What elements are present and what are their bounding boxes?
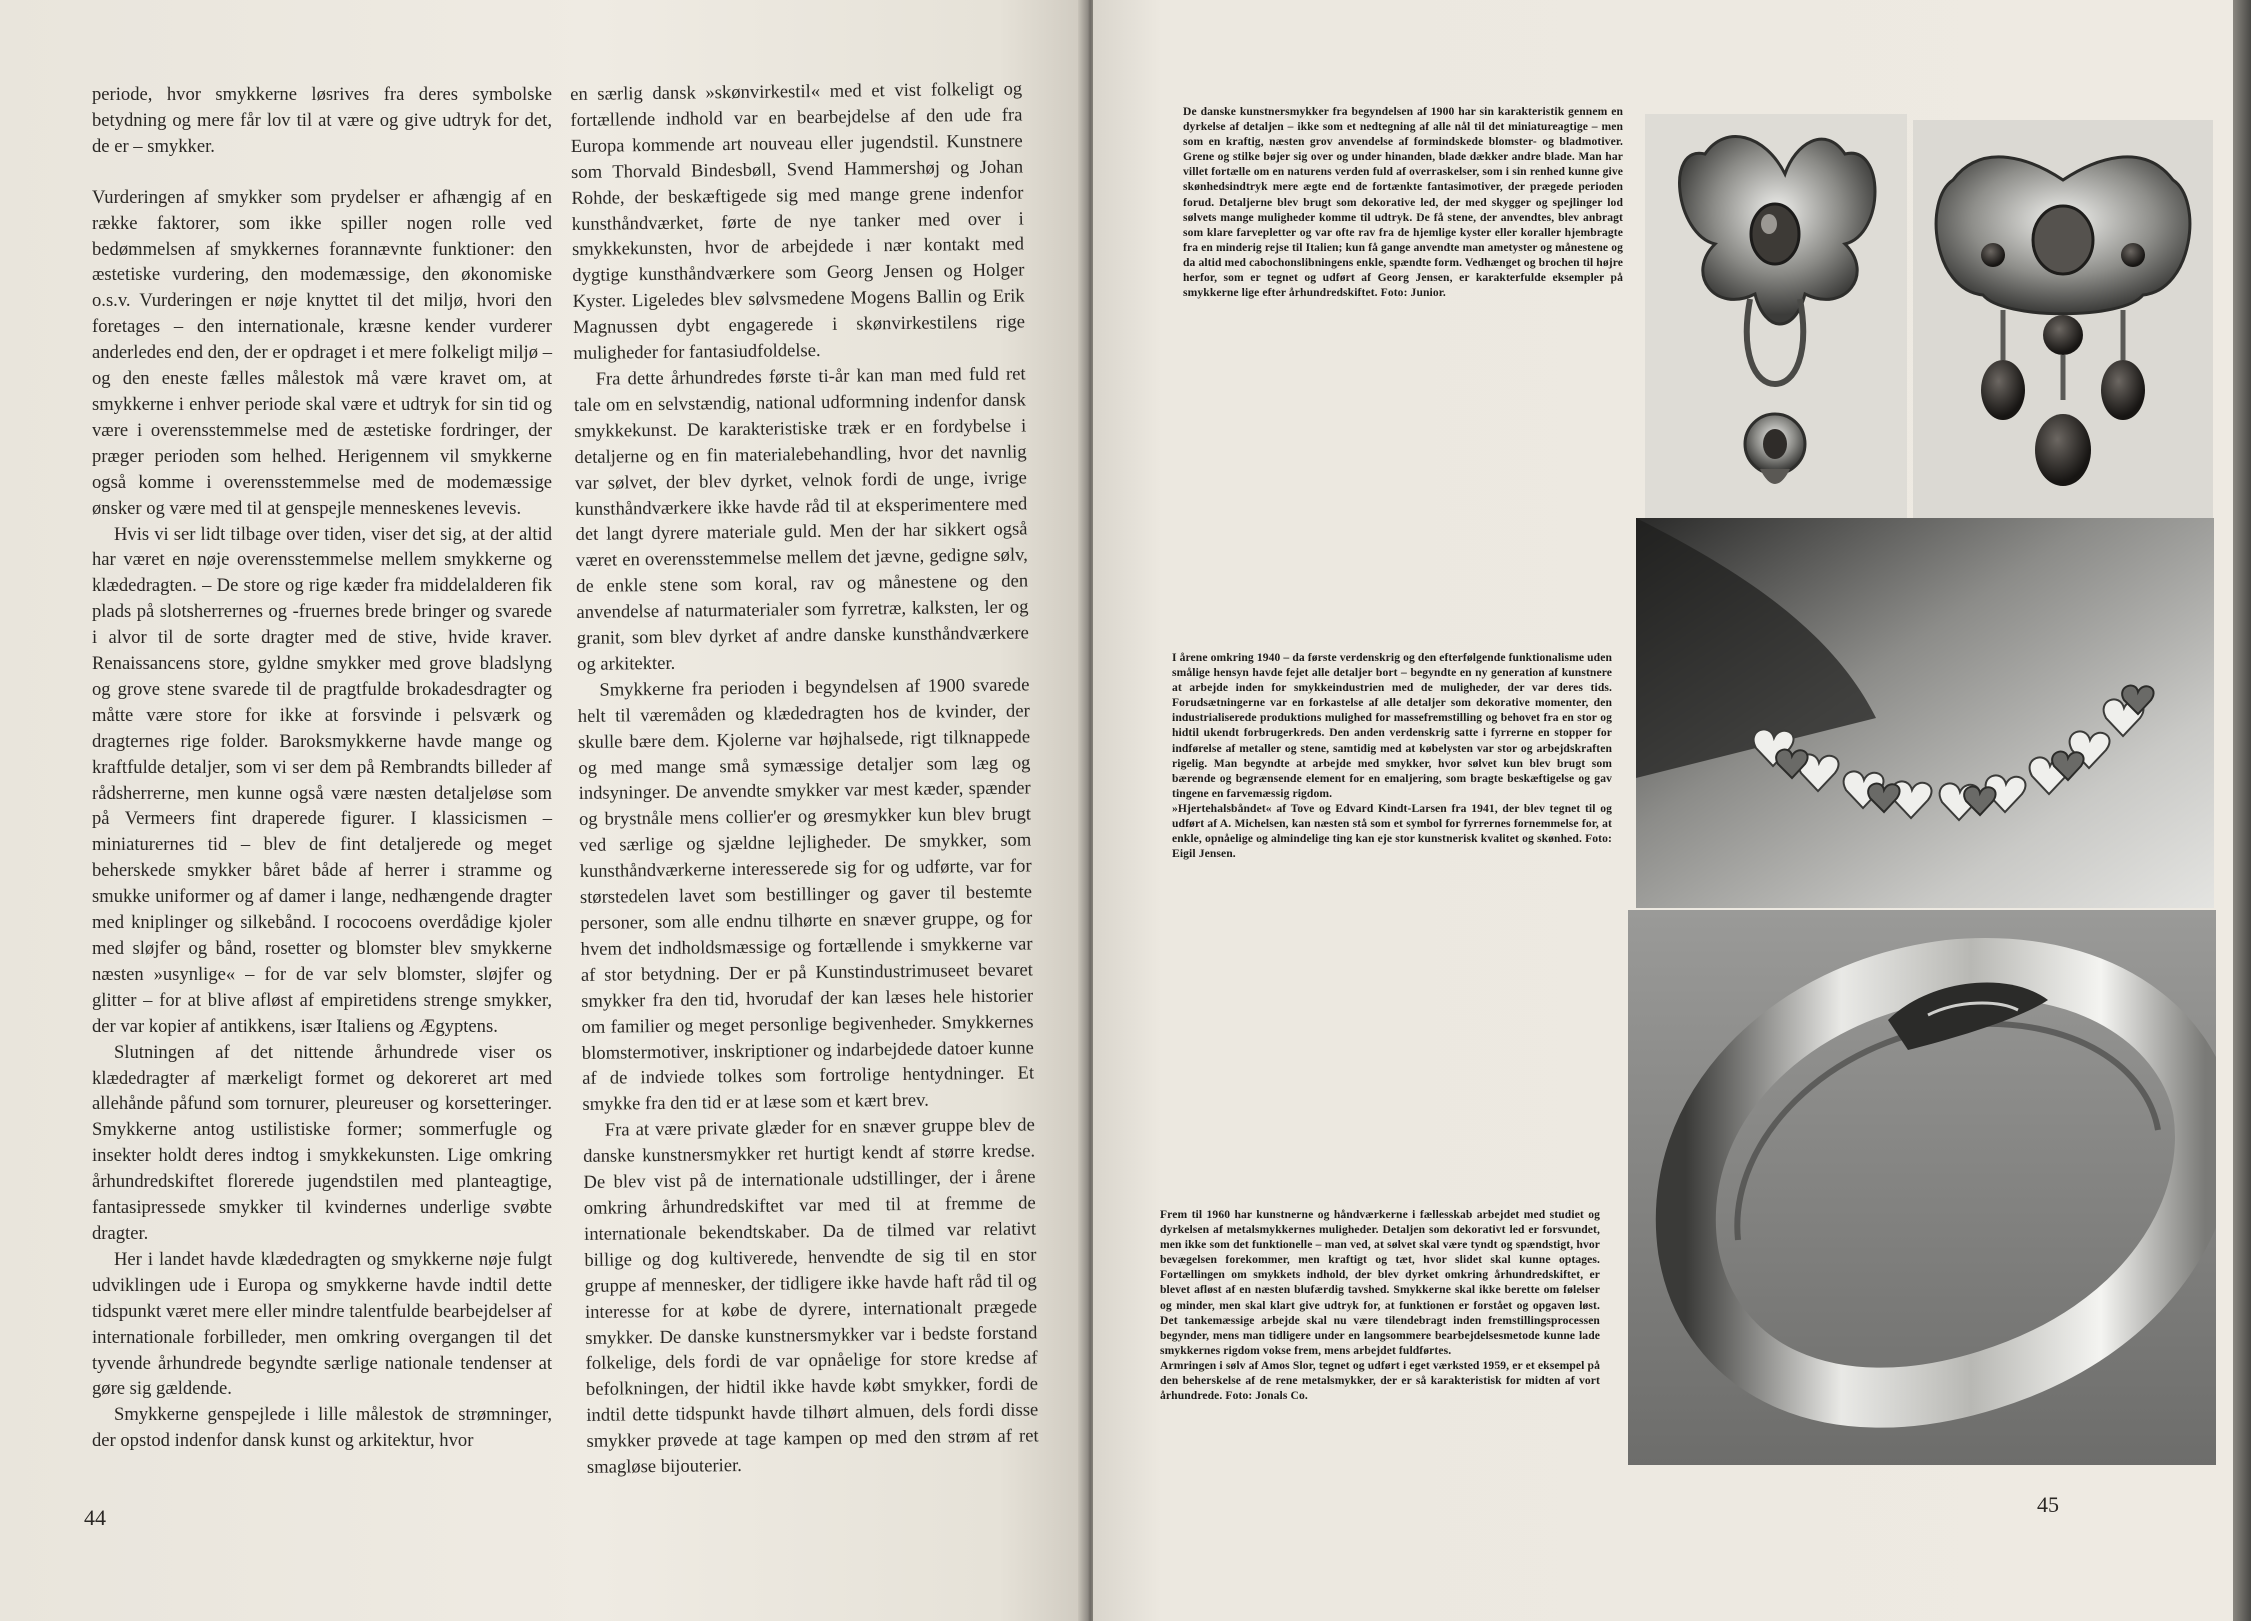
page-number-right: 45 [2037,1492,2059,1517]
caption-necklace [1172,650,1612,861]
caption-text: Frem til 1960 har kunstnerne og håndværkerne i fællesskab arbejdet med studiet og dyrkelsen af metalsmykkernes muligheder. Detaljen som dekorativt led er forsvundet, men ikke som det funktionelle – man ved, at sølvet skal være tyndt og spændstigt, hvor bevægelsen forekommer, men kraftigt og tæt, hvor slidet skal kunne optages. Fortællingen om smykkets indhold, der blev dyrket omkring århundredskiftet, er blevet afløst af en næsten blufærdig tavshed. Smykkerne skal ikke berette om følelser og minder, men skal klart give udtryk for, at funktionen er forstået og opgaven løst. Det tankemæssige arbejde skal nu være tilendebragt inden fremstillingsprocessen begynder, mens man tidligere under en langsommere bearbejdelsesmetode kunne lade smykkernes rigdom vokse frem, mens arbejdet fuldførtes. [1160,1208,1600,1357]
paragraph: Slutningen af det nittende århundrede viser os klædedragter af mærkeligt formet og dekoreret art med allehånde påfund som tornurer, pleureuser og korsetteringer. Smykkerne antog ustilistiske former; sommerfugle og insekter holdt deres indtog i smykkekunsten. Lige omkring århundredskiftet florerede jugendstilen med planteagtige, fantasipressede smykker til kvindernes underlige svøbte dragter. [92,1041,552,1244]
caption-text: I årene omkring 1940 – da første verdenskrig og den efterfølgende funktionalisme uden smålige hensyn havde fejet alle detaljer bort – begyndte en ny generation af kunstnere at arbejde inden for smykkeindustrien med de muligheder, der var deres tids. Forudsætningerne var en forkastelse af alle detaljer som dekorative momenter, den industrialiserede produktions mulighed for massefremstilling og behovet fra en stor og hidtil ukendt forbrugerkreds. Den anden verdenskrig satte i fyrrerne en stopper for indførelse af metaller og stene, samtidig med at købelysten var stor og arbejdskraften rigelig. Man begyndte at arbejde med smykker, hvor sølvet kun blev brugt som bærende og begrænsende element for en emaljering, som bragte beskæftigelse og gav tingene en farvemæssig rigdom. [1172,651,1612,800]
pendant-photo [1645,114,1907,518]
caption-brooch: De danske kunstnersmykker fra begyndelsen af 1900 har sin karakteristik gennem en dyrkelse af detaljen – ikke som et nedtegning af alle nål til det miniatureagtige – men som en kraftig, næsten grov anvendelse af formindskede blomster- og bladmotiver. Grene og stilke bøjer sig over og under hinanden, blade dækker andre blade. Man har villet fortælle om en naturens verden fuld af overraskelser, som i sin renhed kunne give skønhedsindtryk mere ægte end de fortænkte fantasimotiver, der prægede perioden forud. Detaljerne blev brugt som dekorative led, der med skygger og spejlinger lod sølvets mange muligheder komme til udtryk. De få stene, der anvendtes, blev anbragt som klare farvepletter og var ofte rav fra de hjemlige kyster eller koraller hjembragte fra en minderig rejse til Italien; kun få gange anvendte man ametyster og månestene og da altid med cabochonslibningens enkle, spændte form. Vedhænget og brochen til højre herfor, som er tegnet og udført af Georg Jensen, er karakterfulde eksempler på smykkerne lige efter århundredskiftet. Foto: Junior. [1183,105,1623,300]
caption-text: »Hjertehalsbåndet« af Tove og Edvard Kindt-Larsen fra 1941, der blev tegnet til og udført af A. Michelsen, kan næsten stå som et symbol for fyrrernes fornemmelse for, at enkle, opnåelige og almindelige ting kan eje stor kunstnerisk kvalitet og skønhed. Foto: Eigil Jensen. [1172,801,1612,861]
brooch-photo [1913,120,2213,518]
left-column-a [92,82,552,1454]
left-column-b [570,76,1039,1480]
paragraph: Smykkerne genspejlede i lille målestok de strømninger, der opstod indenfor dansk kunst og arkitektur, hvor [92,1404,552,1452]
paragraph: Vurderingen af smykker som prydelser er afhængig af en række faktorer, som ikke spiller nogen rolle ved bedømmelsen af smykkernes forannævnte funktioner: den æstetiske vurdering, den modemæssige, den økonomiske o.s.v. Vurderingen er nøje knyttet til det miljø, hvori den foretages – den internationale, kræsne kender vurderer anderledes end den, der er opdraget i et mere folkeligt miljø – og den eneste fælles målestok må være kravet om, at smykkerne i enhver periode skal være et udtryk for sin tid og være i overensstemmelse med de æstetiske fordringer, der præger perioden som helhed. Herigennem vil smykkerne også komme i overensstemmelse med de modemæssige ønsker og være med til at genspejle menneskenes levevis. [92,186,552,519]
bangle-photo [1628,910,2216,1465]
heart-necklace-photo [1636,518,2214,908]
paragraph: periode, hvor smykkerne løsrives fra deres symbolske betydning og mere får lov til at være og give udtryk for det, de er – smykker. [92,84,552,157]
caption-bangle [1160,1207,1600,1403]
paragraph: en særlig dansk »skønvirkestil« med et vist folkeligt og fortællende indhold var en bearbejdelse af den ude fra Europa kommende art nouveau eller jugendstil. Kunstnere som Thorvald Bindesbøll, Svend Hammershøj og Johan Rohde, der beskæftigede sig med mange grene indenfor kunsthåndværket, førte de nye tanker med over i smykkekunsten, hvor de arbejdede i nær kontakt med dygtige kunsthåndværkere som Georg Jensen og Holger Kyster. Ligeledes blev sølvsmedene Mogens Ballin og Erik Magnussen dybt engagerede i skønvirkestilens rige muligheder for fantasiudfoldelse. [570,78,1026,365]
page-edge [2233,0,2251,1621]
paragraph: Fra at være private glæder for en snæver gruppe blev de danske kunstnersmykker ret hurtigt kendt af større kredse. De blev vist på de internationale udstillinger, der i årene omkring århundredskiftet var med til at fremme de internationale bekendtskaber. Da de tilmed var relativt billige og dog kultiverede, henvendte de sig til en stor gruppe af mennesker, der tidligere ikke havde haft råd til og interesse for at købe de dyrere, internationalt prægede smykker. De danske kunstnersmykker var i bedste forstand folkelige, dels fordi de var opnåelige for store kredse af befolkningen, der hidtil ikke havde købt smykker, fordi de indtil dette tidspunkt havde tilhørt almuen, dels fordi disse smykker prøvede at tage kampen op med den strøm af ret smagløse bijouterier. [583,1114,1039,1478]
paragraph: Her i landet havde klædedragten og smykkerne nøje fulgt udviklingen ude i Europa og smykkerne havde indtil dette tidspunkt været mere eller mindre talentfulde bearbejdelser af internationale forbilleder, men omkring overgangen til det tyvende århundrede begyndte særlige nationale tendenser at gøre sig gældende. [92,1248,552,1400]
caption-text: Armringen i sølv af Amos Slor, tegnet og udført i eget værksted 1959, er et eksempel på den beherskelse af de rene metalsmykker, der er så karakteristisk for midten af vort århundrede. Foto: Jonals Co. [1160,1358,1600,1403]
paragraph: Hvis vi ser lidt tilbage over tiden, viser det sig, at der altid har været en nøje overensstemmelse mellem smykkerne og klædedragten. – De store og rige kæder fra middelalderen fik plads på slotsherrernes og -fruernes brede bringer og svarede i alvor til de sorte dragter med de stive, hvide kraver. Renaissancens store, gyldne smykker med grove bladslyng og grove stene svarede til de pragtfulde brokadesdragter og måtte være store for ikke at forsvinde i pelsværk og dragternes rige folder. Baroksmykkerne havde mange og kraftfulde detaljer, som vi ser dem på Rembrandts billeder af rådsherrerne, men kunne også være næsten detaljeløse som på Vermeers fint draperede figurer. I klassicismen – miniaturernes tid – blev de fint detaljerede og meget beherskede smykker båret både af herrer i stramme og smukke uniformer og af damer i lange, nedhængende dragter med kniplinger og silkebånd. I rococoens overdådige kjoler med sløjfer og bånd, rosetter og blomster blev smykkerne næsten »usynlige« – for de var selv blomster, sløjfer og glitter – for at blive afløst af empiretidens strenge smykker, der var kopier af antikkens, især Italiens og Ægyptens. [92,523,552,1037]
paragraph: Smykkerne fra perioden i begyndelsen af 1900 svarede helt til væremåden og klædedragten hos de kvinder, der skulle bære dem. Kjolerne var højhalsede, rigt tilknappede og med mange små symæssige detaljer som læg og indsyninger. De anvendte smykker var mest kæder, spænder og brystnåle mens collier'er og øresmykker kun blev brugt ved særlige og sjældne lejligheder. De smykker, som kunsthåndværkerne interesserede sig for og udførte, var for størstedelen lavet som bestillinger og gaver til bestemte personer, som alle endnu tilhørte en snæver gruppe, og for hvem det indholdsmæssige og fortællende i smykkerne var af stor betydning. Der er på Kunstindustrimuseet bevaret smykker fra den tid, hvorudaf der kan læses hele historier om familier og meget personlige begivenheder. Smykkernes blomstermotiver, inskriptioner og indarbejdede datoer kunne af de indviede tolkes som fortrolige hentydninger. Et smykke fra den tid er at læse som et kært brev. [577,674,1035,1116]
paragraph: Fra dette århundredes første ti-år kan man med fuld ret tale om en selvstændig, national udformning indenfor dansk smykkekunst. De karakteristiske træk er en fordybelse i detaljerne og en fin materialebehandling, hvor det navnlig var sølvet, der blev dyrket, velnok fordi de unge, ivrige kunsthåndværkere ikke havde råd til at eksperimentere med det langt dyrere materiale guld. Men der har sikkert også været en overensstemmelse mellem det jævne, gedigne sølv, de enkle stene som koral, rav og månestene og den anvendelse af naturmaterialer som fyrretræ, kalksten, ler og granit, som blev dyrket af andre danske kunsthåndværkere og arkitekter. [573,363,1029,675]
page-number-left: 44 [84,1505,106,1530]
left-page [0,0,1085,1621]
